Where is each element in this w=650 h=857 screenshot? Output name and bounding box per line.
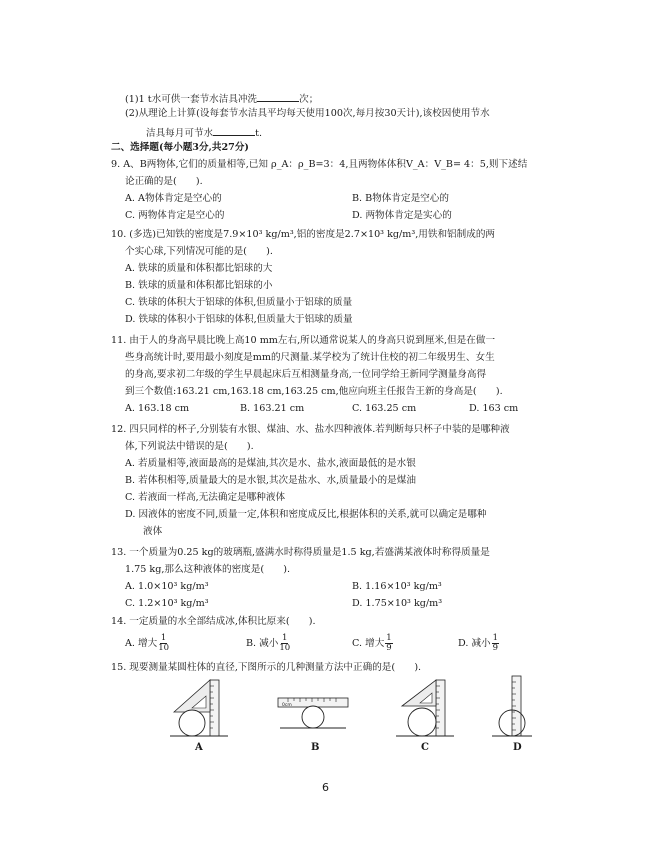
q9-option-b: B. B物体肯定是空心的 bbox=[352, 193, 449, 204]
q11-stem-3: 的身高,要求初二年级的学生早晨起床后互相测量身高,一位同学给王新同学测量身高得 bbox=[125, 369, 487, 380]
q8-sub2-suffix: t. bbox=[255, 128, 263, 139]
q11-option-c: C. 163.25 cm bbox=[352, 403, 417, 414]
q13-option-d: D. 1.75×10³ kg/m³ bbox=[352, 598, 443, 609]
q14-option-b-text: B. 减小 bbox=[246, 638, 279, 649]
q14-option-c-text: C. 增大 bbox=[352, 638, 385, 649]
q14-stem: 14. 一定质量的水全部结成冰,体积比原来( ). bbox=[111, 616, 316, 627]
q11-stem: 11. 由于人的身高早晨比晚上高10 mm左右,所以通常说某人的身高只说到厘米,但是在做一 bbox=[111, 335, 496, 346]
fraction-denominator: 10 bbox=[279, 643, 291, 653]
figure-b-ruler-on-cylinder bbox=[276, 690, 350, 730]
figure-c-ruler-triangle bbox=[396, 676, 456, 738]
fraction bbox=[492, 634, 499, 653]
q12-stem-cont: 体,下列说法中错误的是( ). bbox=[125, 441, 254, 452]
q10-option-a: A. 铁球的质量和体积都比铝球的大 bbox=[125, 263, 273, 274]
q13-stem: 13. 一个质量为0.25 kg的玻璃瓶,盛满水时称得质量是1.5 kg,若盛满某液体时称得质量是 bbox=[111, 547, 490, 558]
q8-sub2-cont bbox=[146, 124, 262, 141]
q12-option-c: C. 若液面一样高,无法确定是哪种液体 bbox=[125, 492, 286, 503]
q13-option-b: B. 1.16×10³ kg/m³ bbox=[352, 581, 442, 592]
fraction-numerator: 1 bbox=[160, 633, 167, 643]
fraction-denominator: 9 bbox=[492, 643, 499, 653]
fraction bbox=[385, 634, 392, 653]
q9-stem-cont: 论正确的是( ). bbox=[125, 176, 203, 187]
q8-sub1 bbox=[125, 90, 318, 107]
ruler-zero-label: 0cm bbox=[282, 703, 292, 708]
figure-c-label: C bbox=[421, 742, 429, 753]
q10-stem-cont: 个实心球,下列情况可能的是( ). bbox=[125, 246, 273, 257]
q9-option-a: A. A物体肯定是空心的 bbox=[125, 193, 222, 204]
figure-d-ruler-beside-cylinder bbox=[490, 674, 534, 738]
q11-option-b: B. 163.21 cm bbox=[240, 403, 305, 414]
q14-option-d-text: D. 减小 bbox=[458, 638, 491, 649]
q12-option-a: A. 若质量相等,液面最高的是煤油,其次是水、盐水,液面最低的是水银 bbox=[125, 458, 416, 469]
q14-option-c bbox=[352, 634, 394, 654]
q10-option-d: D. 铁球的体积小于铝球的体积,但质量大于铝球的质量 bbox=[125, 314, 353, 325]
q14-option-d bbox=[458, 634, 500, 654]
q11-stem-2: 些身高统计时,要用最小刻度是mm的尺测量.某学校为了统计住校的初二年级男生、女生 bbox=[125, 352, 495, 363]
q15-stem: 15. 现要测量某圆柱体的直径,下图所示的几种测量方法中正确的是( ). bbox=[111, 662, 422, 673]
fraction bbox=[279, 634, 290, 653]
q13-option-c: C. 1.2×10³ kg/m³ bbox=[125, 598, 209, 609]
q10-stem: 10. (多选)已知铁的密度是7.9×10³ kg/m³,铝的密度是2.7×10³ kg/m³,用铁和铝制成的两 bbox=[111, 229, 496, 240]
figure-a-label: A bbox=[195, 742, 203, 753]
fraction-denominator: 9 bbox=[386, 643, 392, 653]
q13-stem-cont: 1.75 kg,那么这种液体的密度是( ). bbox=[125, 564, 291, 575]
fraction bbox=[158, 634, 169, 653]
fraction-numerator: 1 bbox=[282, 633, 288, 643]
q10-option-c: C. 铁球的体积大于铝球的体积,但质量小于铝球的质量 bbox=[125, 297, 353, 308]
figure-d-label: D bbox=[513, 742, 522, 753]
q9-stem: 9. A、B两物体,它们的质量相等,已知 ρ_A：ρ_B=3：4,且两物体体积V_A：V_B= 4：5,则下述结 bbox=[111, 159, 528, 170]
figure-b-label: B bbox=[311, 742, 320, 753]
q14-option-a-text: A. 增大 bbox=[125, 638, 158, 649]
page-number: 6 bbox=[322, 781, 329, 794]
answer-blank[interactable] bbox=[213, 124, 255, 136]
q8-sub1-suffix: 次； bbox=[299, 94, 319, 105]
q11-option-a: A. 163.18 cm bbox=[125, 403, 190, 414]
q12-option-b: B. 若体积相等,质量最大的是水银,其次是盐水、水,质量最小的是煤油 bbox=[125, 475, 416, 486]
answer-blank[interactable] bbox=[257, 90, 299, 102]
q8-sub2: (2)从理论上计算(设每套节水洁具平均每天使用100次,每月按30天计),该校因使用节水 bbox=[125, 108, 490, 119]
q10-option-b: B. 铁球的质量和体积都比铝球的小 bbox=[125, 280, 273, 291]
q8-sub1-text: (1)1 t水可供一套节水洁具冲洗 bbox=[125, 94, 258, 105]
fraction-numerator: 1 bbox=[386, 633, 392, 643]
q11-stem-4: 到三个数值:163.21 cm,163.18 cm,163.25 cm,他应向班主任报告王新的身高是( ). bbox=[125, 386, 503, 397]
q12-stem: 12. 四只同样的杯子,分别装有水银、煤油、水、盐水四种液体.若判断每只杯子中装的是哪种液 bbox=[111, 424, 510, 435]
q13-option-a: A. 1.0×10³ kg/m³ bbox=[125, 581, 209, 592]
q12-option-d: D. 因液体的密度不同,质量一定,体积和密度成反比,根据体积的关系,就可以确定是哪种 bbox=[125, 509, 487, 520]
q9-option-c: C. 两物体肯定是空心的 bbox=[125, 210, 225, 221]
figure-a-ruler-triangle bbox=[170, 676, 230, 738]
section-heading: 二、选择题(每小题3分,共27分) bbox=[111, 142, 249, 153]
q12-option-d-cont: 液体 bbox=[143, 526, 163, 537]
q14-option-a bbox=[125, 634, 170, 654]
q9-option-d: D. 两物体肯定是实心的 bbox=[352, 210, 452, 221]
q14-option-b bbox=[246, 634, 291, 654]
fraction-numerator: 1 bbox=[492, 633, 499, 643]
fraction-denominator: 10 bbox=[158, 643, 170, 653]
q11-option-d: D. 163 cm bbox=[469, 403, 519, 414]
q8-sub2-cont-text: 洁具每月可节水 bbox=[146, 128, 214, 139]
